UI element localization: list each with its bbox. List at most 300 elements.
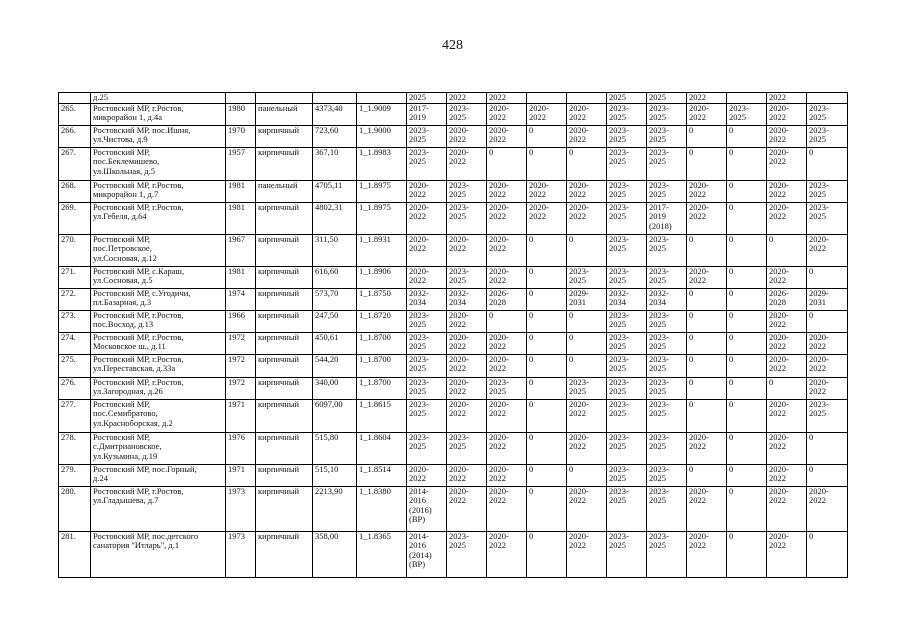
repair-period-cell: 2020- 2022 — [807, 487, 848, 532]
repair-period-cell: 0 — [527, 267, 567, 289]
repair-period-cell: 0 — [527, 235, 567, 267]
repair-period-cell: 0 — [727, 267, 767, 289]
build-year-cell: 1981 — [226, 181, 256, 203]
repair-period-cell: 0 — [567, 235, 607, 267]
repair-period-cell: 2026- 2028 — [767, 289, 807, 311]
repair-period-cell: 2020- 2022 — [767, 126, 807, 148]
table-row — [59, 148, 848, 181]
repair-period-cell: 2023- 2025 — [567, 378, 607, 400]
table-row — [59, 487, 848, 532]
repair-period-cell: 2020- 2022 — [687, 532, 727, 578]
repair-period-cell: 2023- 2025 — [447, 104, 487, 126]
repair-period-cell: 2023- 2025 — [447, 203, 487, 235]
repair-period-cell: 2020- 2022 — [407, 267, 447, 289]
address-cell: Ростовский МР, пос.Ишня, ул.Чистова, д.9 — [91, 126, 226, 148]
repair-period-cell: 0 — [527, 465, 567, 487]
repair-period-cell: 2020- 2022 — [447, 465, 487, 487]
address-cell: Ростовский МР, г.Ростов, ул.Загородная, д.26 — [91, 378, 226, 400]
build-year-cell: 1974 — [226, 289, 256, 311]
repair-period-cell: 2023- 2025 — [407, 433, 447, 465]
repair-period-cell: 2020- 2022 — [567, 532, 607, 578]
repair-period-cell: 2023- 2025 — [447, 181, 487, 203]
repair-period-cell: 2023- 2025 — [647, 400, 687, 433]
repair-period-cell: 2023- 2025 — [407, 400, 447, 433]
repair-period-cell: 2020- 2022 — [407, 465, 447, 487]
repair-period-cell: 2020- 2022 — [687, 104, 727, 126]
area-cell: 6097,00 — [313, 400, 357, 433]
table-row — [59, 203, 848, 235]
repair-period-cell: 2017- 2019 — [407, 104, 447, 126]
table-row — [59, 267, 848, 289]
address-cell: Ростовский МР, пос.детского санатория "Итларь", д.1 — [91, 532, 226, 578]
area-cell: 4802,31 — [313, 203, 357, 235]
row-number: 269. — [59, 203, 91, 235]
repair-period-cell: 2025 — [407, 93, 447, 104]
build-year-cell: 1973 — [226, 487, 256, 532]
repair-period-cell: 2023- 2025 — [607, 378, 647, 400]
repair-period-cell: 2020- 2022 — [487, 267, 527, 289]
repair-period-cell: 0 — [527, 433, 567, 465]
area-cell: 616,60 — [313, 267, 357, 289]
repair-period-cell: 2020- 2022 — [407, 203, 447, 235]
row-number: 265. — [59, 104, 91, 126]
repair-period-cell: 2023- 2025 — [487, 378, 527, 400]
repair-period-cell: 2023- 2025 — [647, 465, 687, 487]
repair-period-cell: 0 — [727, 235, 767, 267]
repair-period-cell: 2020- 2022 — [567, 104, 607, 126]
repair-period-cell: 2023- 2025 — [407, 355, 447, 378]
repair-period-cell: 0 — [527, 126, 567, 148]
build-year-cell: 1972 — [226, 378, 256, 400]
repair-period-cell: 2020- 2022 — [567, 433, 607, 465]
repair-period-cell: 0 — [527, 532, 567, 578]
repair-period-cell: 2032- 2034 — [647, 289, 687, 311]
repair-period-cell: 2020- 2022 — [527, 203, 567, 235]
repair-period-cell: 2020- 2022 — [767, 487, 807, 532]
area-cell: 358,00 — [313, 532, 357, 578]
repair-period-cell: 0 — [527, 311, 567, 333]
build-year-cell: 1973 — [226, 532, 256, 578]
repair-period-cell: 0 — [727, 181, 767, 203]
repair-period-cell: 2020- 2022 — [687, 181, 727, 203]
repair-period-cell: 0 — [807, 311, 848, 333]
repair-period-cell: 0 — [567, 148, 607, 181]
area-cell — [313, 93, 357, 104]
repair-period-cell: 0 — [687, 148, 727, 181]
wall-material-cell: кирпичный — [256, 311, 313, 333]
repair-period-cell: 2023- 2025 — [647, 333, 687, 355]
repair-period-cell: 2023- 2025 — [647, 267, 687, 289]
row-number: 281. — [59, 532, 91, 578]
wall-material-cell: кирпичный — [256, 235, 313, 267]
repair-period-cell: 0 — [807, 465, 848, 487]
row-number: 276. — [59, 378, 91, 400]
repair-period-cell: 2020- 2022 — [487, 126, 527, 148]
repair-period-cell: 0 — [727, 433, 767, 465]
repair-period-cell: 2029- 2031 — [807, 289, 848, 311]
repair-period-cell: 2023- 2025 — [607, 311, 647, 333]
repair-period-cell: 2020- 2022 — [807, 333, 848, 355]
repair-period-cell: 2023- 2025 — [447, 267, 487, 289]
repair-period-cell: 2020- 2022 — [567, 203, 607, 235]
address-cell: Ростовский МР, с.Угодичи, пл.Базарная, д.3 — [91, 289, 226, 311]
wall-material-cell: панельный — [256, 104, 313, 126]
address-cell: д.25 — [91, 93, 226, 104]
area-cell: 2213,90 — [313, 487, 357, 532]
repair-period-cell: 2020- 2022 — [407, 181, 447, 203]
repair-period-cell: 0 — [527, 355, 567, 378]
repair-period-cell: 2020- 2022 — [567, 487, 607, 532]
address-cell: Ростовский МР, г.Ростов, микрорайон 1, д.4а — [91, 104, 226, 126]
repair-period-cell: 2023- 2025 — [607, 532, 647, 578]
repair-period-cell: 2023- 2025 — [807, 126, 848, 148]
row-number: 273. — [59, 311, 91, 333]
index-cell: 1_1.8906 — [357, 267, 407, 289]
wall-material-cell: кирпичный — [256, 126, 313, 148]
repair-period-cell: 2022 — [687, 93, 727, 104]
repair-period-cell: 0 — [527, 148, 567, 181]
repair-period-cell: 2020- 2022 — [807, 355, 848, 378]
build-year-cell: 1957 — [226, 148, 256, 181]
wall-material-cell: кирпичный — [256, 433, 313, 465]
repair-period-cell: 2023- 2025 — [647, 378, 687, 400]
repair-period-cell: 0 — [687, 311, 727, 333]
index-cell: 1_1.8615 — [357, 400, 407, 433]
repair-period-cell: 0 — [567, 311, 607, 333]
repair-period-cell: 2023- 2025 — [647, 235, 687, 267]
repair-period-cell: 2023- 2025 — [727, 104, 767, 126]
build-year-cell: 1981 — [226, 267, 256, 289]
repair-period-cell: 0 — [807, 433, 848, 465]
repair-period-cell: 0 — [727, 148, 767, 181]
address-cell: Ростовский МР, с.Дмитриановское, ул.Кузьмина, д.19 — [91, 433, 226, 465]
build-year-cell: 1981 — [226, 203, 256, 235]
repair-period-cell: 2020- 2022 — [767, 465, 807, 487]
table-row — [59, 93, 848, 104]
area-cell: 515,10 — [313, 465, 357, 487]
repair-period-cell: 2020- 2022 — [447, 487, 487, 532]
repair-period-cell: 2025 — [647, 93, 687, 104]
build-year-cell: 1966 — [226, 311, 256, 333]
area-cell: 311,50 — [313, 235, 357, 267]
repair-period-cell: 2020- 2022 — [767, 181, 807, 203]
repair-period-cell: 2023- 2025 — [647, 532, 687, 578]
repair-period-cell: 2020- 2022 — [767, 355, 807, 378]
repair-period-cell: 2020- 2022 — [687, 267, 727, 289]
address-cell: Ростовский МР, г.Ростов, ул.Гебеля, д.64 — [91, 203, 226, 235]
repair-period-cell: 2020- 2022 — [767, 400, 807, 433]
repair-period-cell: 2020- 2022 — [767, 532, 807, 578]
repair-period-cell: 2020- 2022 — [767, 203, 807, 235]
repair-period-cell: 2023- 2025 — [607, 148, 647, 181]
repair-period-cell: 2020- 2022 — [487, 333, 527, 355]
repair-period-cell: 0 — [687, 400, 727, 433]
wall-material-cell — [256, 93, 313, 104]
repair-period-cell: 2020- 2022 — [567, 400, 607, 433]
repair-period-cell: 0 — [807, 532, 848, 578]
index-cell: 1_1.8604 — [357, 433, 407, 465]
address-cell: Ростовский МР, с.Караш, ул.Сосновая, д.5 — [91, 267, 226, 289]
repair-period-cell: 0 — [727, 487, 767, 532]
wall-material-cell: кирпичный — [256, 532, 313, 578]
table-row — [59, 400, 848, 433]
housing-repair-schedule-table — [58, 92, 848, 578]
repair-period-cell: 0 — [687, 126, 727, 148]
repair-period-cell — [807, 93, 848, 104]
repair-period-cell: 2020- 2022 — [567, 126, 607, 148]
repair-period-cell: 2020- 2022 — [447, 235, 487, 267]
index-cell: 1_1.8975 — [357, 181, 407, 203]
area-cell: 515,80 — [313, 433, 357, 465]
repair-period-cell: 2020- 2022 — [687, 487, 727, 532]
wall-material-cell: кирпичный — [256, 203, 313, 235]
repair-period-cell: 2020- 2022 — [487, 355, 527, 378]
repair-period-cell: 2032- 2034 — [607, 289, 647, 311]
repair-period-cell: 2023- 2025 — [607, 104, 647, 126]
repair-period-cell: 0 — [687, 355, 727, 378]
table-row — [59, 235, 848, 267]
repair-period-cell: 2020- 2022 — [807, 235, 848, 267]
repair-period-cell: 2020- 2022 — [527, 104, 567, 126]
repair-period-cell: 2023- 2025 — [647, 126, 687, 148]
table-row — [59, 355, 848, 378]
repair-period-cell: 0 — [767, 378, 807, 400]
address-cell: Ростовский МР, пос.Петровское, ул.Сосновая, д.12 — [91, 235, 226, 267]
address-cell: Ростовский МР, пос.Горный, д.24 — [91, 465, 226, 487]
repair-period-cell: 2022 — [767, 93, 807, 104]
repair-period-cell: 2023- 2025 — [607, 203, 647, 235]
build-year-cell: 1972 — [226, 355, 256, 378]
repair-period-cell: 2020- 2022 — [447, 400, 487, 433]
build-year-cell: 1970 — [226, 126, 256, 148]
repair-period-cell: 2023- 2025 — [647, 104, 687, 126]
repair-period-cell: 0 — [687, 378, 727, 400]
table-row — [59, 465, 848, 487]
repair-period-cell: 2023- 2025 — [807, 104, 848, 126]
row-number: 277. — [59, 400, 91, 433]
address-cell: Ростовский МР, г.Ростов, ул.Переставская, д.33а — [91, 355, 226, 378]
area-cell: 4373,40 — [313, 104, 357, 126]
repair-period-cell: 2020- 2022 — [767, 333, 807, 355]
table-row — [59, 433, 848, 465]
build-year-cell: 1976 — [226, 433, 256, 465]
repair-period-cell: 2023- 2025 — [567, 267, 607, 289]
area-cell: 723,60 — [313, 126, 357, 148]
repair-period-cell: 2023- 2025 — [607, 181, 647, 203]
repair-period-cell: 2025 — [607, 93, 647, 104]
repair-period-cell: 2023- 2025 — [407, 333, 447, 355]
row-number — [59, 93, 91, 104]
repair-period-cell: 2032- 2034 — [407, 289, 447, 311]
repair-period-cell: 0 — [567, 333, 607, 355]
repair-period-cell: 0 — [687, 333, 727, 355]
repair-period-cell: 2023- 2025 — [647, 148, 687, 181]
repair-period-cell: 2023- 2025 — [447, 433, 487, 465]
repair-period-cell: 0 — [687, 289, 727, 311]
address-cell: Ростовский МР, г.Ростов, пос.Восход, д.13 — [91, 311, 226, 333]
repair-period-cell — [527, 93, 567, 104]
repair-period-cell: 0 — [807, 267, 848, 289]
build-year-cell: 1967 — [226, 235, 256, 267]
area-cell: 367,10 — [313, 148, 357, 181]
repair-period-cell: 2023- 2025 — [447, 532, 487, 578]
repair-period-cell: 0 — [727, 289, 767, 311]
build-year-cell: 1980 — [226, 104, 256, 126]
repair-period-cell: 2023- 2025 — [607, 333, 647, 355]
repair-period-cell: 0 — [487, 311, 527, 333]
index-cell: 1_1.8700 — [357, 378, 407, 400]
row-number: 266. — [59, 126, 91, 148]
build-year-cell: 1971 — [226, 465, 256, 487]
repair-period-cell: 2020- 2022 — [447, 126, 487, 148]
repair-period-cell: 2023- 2025 — [407, 148, 447, 181]
repair-period-cell: 2023- 2025 — [607, 487, 647, 532]
repair-period-cell: 2026- 2028 — [487, 289, 527, 311]
wall-material-cell: кирпичный — [256, 355, 313, 378]
row-number: 271. — [59, 267, 91, 289]
repair-period-cell: 2020- 2022 — [487, 465, 527, 487]
repair-period-cell: 0 — [487, 148, 527, 181]
build-year-cell: 1972 — [226, 333, 256, 355]
index-cell: 1_1.8380 — [357, 487, 407, 532]
table-row — [59, 289, 848, 311]
address-cell: Ростовский МР, г.Ростов, ул.Гладышева, д.7 — [91, 487, 226, 532]
index-cell: 1_1.9000 — [357, 126, 407, 148]
index-cell: 1_1.8700 — [357, 333, 407, 355]
repair-period-cell: 2023- 2025 — [607, 235, 647, 267]
index-cell: 1_1.8931 — [357, 235, 407, 267]
row-number: 280. — [59, 487, 91, 532]
table-row — [59, 333, 848, 355]
wall-material-cell: кирпичный — [256, 465, 313, 487]
repair-period-cell: 2023- 2025 — [647, 433, 687, 465]
area-cell: 247,50 — [313, 311, 357, 333]
repair-period-cell: 2020- 2022 — [807, 378, 848, 400]
repair-period-cell: 2029- 2031 — [567, 289, 607, 311]
wall-material-cell: кирпичный — [256, 148, 313, 181]
repair-period-cell: 2020- 2022 — [487, 532, 527, 578]
area-cell: 4705,11 — [313, 181, 357, 203]
repair-period-cell: 0 — [567, 355, 607, 378]
repair-period-cell: 2023- 2025 — [607, 267, 647, 289]
area-cell: 573,70 — [313, 289, 357, 311]
repair-period-cell: 2023- 2025 — [647, 311, 687, 333]
repair-period-cell: 0 — [727, 311, 767, 333]
repair-period-cell: 0 — [527, 333, 567, 355]
table-row — [59, 104, 848, 126]
row-number: 270. — [59, 235, 91, 267]
repair-period-cell: 2020- 2022 — [447, 311, 487, 333]
repair-period-cell: 2023- 2025 — [607, 355, 647, 378]
repair-period-cell: 2020- 2022 — [447, 378, 487, 400]
repair-period-cell: 2023- 2025 — [607, 433, 647, 465]
repair-period-cell — [567, 93, 607, 104]
page-number: 428 — [442, 38, 463, 53]
repair-period-cell: 2020- 2022 — [527, 181, 567, 203]
repair-period-cell: 2023- 2025 — [807, 203, 848, 235]
repair-period-cell: 2020- 2022 — [687, 433, 727, 465]
index-cell: 1_1.8700 — [357, 355, 407, 378]
wall-material-cell: кирпичный — [256, 378, 313, 400]
row-number: 268. — [59, 181, 91, 203]
table-row — [59, 532, 848, 578]
index-cell — [357, 93, 407, 104]
wall-material-cell: кирпичный — [256, 487, 313, 532]
repair-period-cell: 0 — [527, 378, 567, 400]
repair-period-cell: 2020- 2022 — [487, 235, 527, 267]
repair-period-cell: 2020- 2022 — [447, 148, 487, 181]
repair-period-cell: 0 — [727, 203, 767, 235]
wall-material-cell: кирпичный — [256, 267, 313, 289]
repair-period-cell: 2020- 2022 — [687, 203, 727, 235]
repair-period-cell: 0 — [727, 126, 767, 148]
row-number: 275. — [59, 355, 91, 378]
area-cell: 340,00 — [313, 378, 357, 400]
repair-period-cell: 2023- 2025 — [407, 311, 447, 333]
repair-period-cell: 2032- 2034 — [447, 289, 487, 311]
repair-period-cell — [727, 93, 767, 104]
index-cell: 1_1.8750 — [357, 289, 407, 311]
table-row — [59, 378, 848, 400]
row-number: 272. — [59, 289, 91, 311]
address-cell: Ростовский МР, г.Ростов, микрорайон 1, д.7 — [91, 181, 226, 203]
table-row — [59, 181, 848, 203]
area-cell: 544,20 — [313, 355, 357, 378]
wall-material-cell: панельный — [256, 181, 313, 203]
repair-period-cell: 2020- 2022 — [487, 487, 527, 532]
repair-period-cell: 0 — [687, 235, 727, 267]
repair-period-cell: 2022 — [487, 93, 527, 104]
row-number: 279. — [59, 465, 91, 487]
address-cell: Ростовский МР, пос.Семибратово, ул.Красноборская, д.2 — [91, 400, 226, 433]
repair-period-cell: 0 — [527, 487, 567, 532]
repair-period-cell: 0 — [527, 289, 567, 311]
repair-period-cell: 2020- 2022 — [567, 181, 607, 203]
index-cell: 1_1.8720 — [357, 311, 407, 333]
repair-period-cell: 2014- 2016 (2016) (ВР) — [407, 487, 447, 532]
wall-material-cell: кирпичный — [256, 400, 313, 433]
table-row — [59, 126, 848, 148]
repair-period-cell: 0 — [727, 333, 767, 355]
repair-period-cell: 0 — [727, 378, 767, 400]
index-cell: 1_1.8365 — [357, 532, 407, 578]
repair-period-cell: 2023- 2025 — [647, 181, 687, 203]
repair-period-cell: 0 — [767, 235, 807, 267]
repair-period-cell: 2020- 2022 — [487, 104, 527, 126]
repair-period-cell: 2023- 2025 — [607, 126, 647, 148]
repair-period-cell: 0 — [727, 400, 767, 433]
repair-period-cell: 2020- 2022 — [767, 267, 807, 289]
build-year-cell: 1971 — [226, 400, 256, 433]
repair-period-cell: 2020- 2022 — [407, 235, 447, 267]
table-row — [59, 311, 848, 333]
index-cell: 1_1.8514 — [357, 465, 407, 487]
repair-period-cell: 2023- 2025 — [407, 378, 447, 400]
repair-period-cell: 0 — [807, 148, 848, 181]
wall-material-cell: кирпичный — [256, 333, 313, 355]
repair-period-cell: 0 — [527, 400, 567, 433]
repair-period-cell: 2020- 2022 — [447, 333, 487, 355]
area-cell: 450,61 — [313, 333, 357, 355]
row-number: 267. — [59, 148, 91, 181]
row-number: 274. — [59, 333, 91, 355]
address-cell: Ростовский МР, г.Ростов, Московское ш., д.11 — [91, 333, 226, 355]
build-year-cell — [226, 93, 256, 104]
repair-period-cell: 2017- 2019 (2018) — [647, 203, 687, 235]
repair-period-cell: 2020- 2022 — [487, 400, 527, 433]
wall-material-cell: кирпичный — [256, 289, 313, 311]
repair-period-cell: 2020- 2022 — [767, 433, 807, 465]
